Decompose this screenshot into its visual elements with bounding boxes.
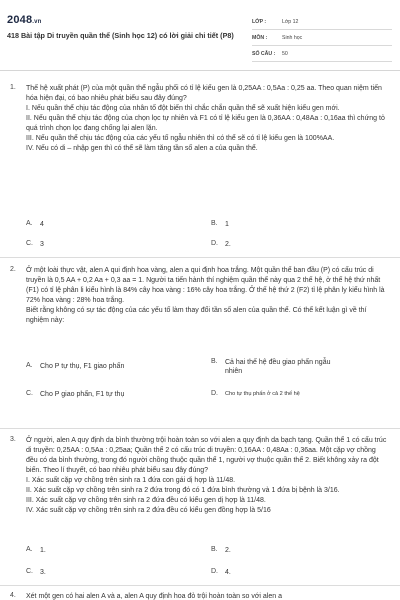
option-a[interactable]: A. Cho P tự thụ, F1 giao phấn	[26, 362, 125, 370]
option-b[interactable]: B. 1	[211, 220, 229, 228]
question-number: 1.	[10, 84, 16, 91]
meta-box	[252, 14, 392, 62]
option-a[interactable]: A. 1.	[26, 546, 46, 554]
class-label: LỚP :	[252, 18, 267, 25]
option-b[interactable]: B. 2.	[211, 546, 231, 554]
statement: III. Xác suất cặp vợ chồng trên sinh ra 2 đứa đều có kiểu gen dị hợp là 11/48.	[26, 497, 266, 504]
document-title: 418 Bài tập Di truyền quần thể (Sinh học 12) có lời giải chi tiết (P8)	[7, 31, 234, 40]
question-divider	[0, 428, 400, 429]
question-number: 3.	[10, 436, 16, 443]
class-value: Lớp 12	[282, 18, 299, 25]
subject-label: MÔN :	[252, 34, 268, 41]
option-d[interactable]: D. 2.	[211, 240, 231, 248]
statement: I. Nếu quần thể chịu tác động của nhân tố đột biến thì chắc chắn quần thể sẽ xuất hiện kiểu gen mới.	[26, 105, 340, 112]
option-a[interactable]: A. 4	[26, 220, 44, 228]
question-text	[26, 592, 388, 600]
option-c[interactable]: C. Cho P giao phấn, F1 tự thụ	[26, 390, 125, 398]
question-stem: Ở một loài thực vật, alen A qui định hoa vàng, alen a qui định hoa trắng. Một quần thể ban đầu (P) có cấu trúc di truyền là 0,5 AA + 0,2 Aa + 0,3 aa = 1. Người ta tiến hành thí nghiệm quần thể này qua 2 thế hệ, ở thế hệ thứ nhất (F1) có tỉ lệ phân li kiểu hình là 84% cây hoa vàng : 16% cây hoa trắng. Ở thế hệ thứ 2 (F2) tỉ lệ phân ly kiểu hình là 72% hoa vàng : 28% hoa trắng.	[26, 267, 385, 304]
question-stem: Xét một gen có hai alen A và a, alen A quy định hoa đỏ trội hoàn toàn so với alen a	[26, 593, 282, 600]
statement: III. Nếu quần thể chịu tác động của các yếu tố ngẫu nhiên thì có thể sẽ có tỉ lệ kiểu gen là 100%AA.	[26, 135, 335, 142]
question-text	[26, 266, 388, 326]
question-count-row	[252, 46, 392, 62]
header-divider	[0, 70, 400, 71]
subject-row	[252, 30, 392, 46]
statement: I. Xác suất cặp vợ chồng trên sinh ra 1 đứa con gái dị hợp là 11/48.	[26, 477, 236, 484]
statement: II. Xác suất cặp vợ chồng trên sinh ra 2 đứa trong đó có 1 đứa bình thường và 1 đứa bị bệnh là 3/16.	[26, 487, 340, 494]
question-condition: Biết rằng không có sự tác động của các yếu tố làm thay đổi tần số alen của quần thể. Có thể kết luận gì về thí nghiệm này:	[26, 307, 367, 324]
question-divider	[0, 585, 400, 586]
question-text	[26, 84, 388, 154]
statement: IV. Nếu có di – nhập gen thì có thể sẽ làm tăng tần số alen a của quần thể.	[26, 145, 258, 152]
question-stem: Ở người, alen A quy định da bình thường trội hoàn toàn so với alen a quy định da bạch tạng. Quần thể 1 có cấu trúc di truyền: 0,25AA : 0,5Aa : 0,25aa; Quần thể 2 có cấu trúc di truyền: 0,16AA : 0,48Aa : 0,36aa. Một cặp vợ chồng đều có da bình thường, trong đó người chồng thuộc quần thể 1, người vợ thuộc quần thể 2. Biết không xảy ra đột biến. Theo lí thuyết, có bao nhiêu phát biểu sau đây đúng?	[26, 437, 387, 474]
question-divider	[0, 257, 400, 258]
subject-value: Sinh học	[282, 34, 303, 41]
site-logo[interactable]: 2048.vn	[7, 14, 42, 26]
worksheet-header	[0, 0, 400, 66]
option-b[interactable]: B. Cả hai thế hệ đều giao phấn ngẫu nhiên	[211, 358, 331, 375]
question-number: 2.	[10, 266, 16, 273]
option-c[interactable]: C. 3	[26, 240, 44, 248]
option-d[interactable]: D. 4.	[211, 568, 231, 576]
question-number: 4.	[10, 592, 16, 599]
question-count-label: SỐ CÂU :	[252, 50, 276, 57]
class-row	[252, 14, 392, 30]
option-c[interactable]: C. 3.	[26, 568, 46, 576]
option-d[interactable]: D. Cho tự thụ phấn ở cả 2 thế hệ	[211, 390, 300, 397]
question-count-value: 50	[282, 50, 288, 57]
statement: IV. Xác suất cặp vợ chồng trên sinh ra 2 đứa đều có kiểu gen đồng hợp là 5/16	[26, 507, 271, 514]
question-text	[26, 436, 388, 516]
statement: II. Nếu quần thể chịu tác động của chọn lọc tự nhiên và F1 có tỉ lệ kiểu gen là 0,36AA : 0,48Aa : 0,16aa thì chứng tỏ quá trình chọn lọc đang chống lại alen lặn.	[26, 115, 385, 132]
question-stem: Thế hệ xuất phát (P) của một quần thể ngẫu phối có tỉ lệ kiểu gen là 0,25AA : 0,5Aa : 0,25 aa. Theo quan niệm tiến hóa hiện đại, có bao nhiêu phát biểu sau đây đúng?	[26, 85, 382, 102]
